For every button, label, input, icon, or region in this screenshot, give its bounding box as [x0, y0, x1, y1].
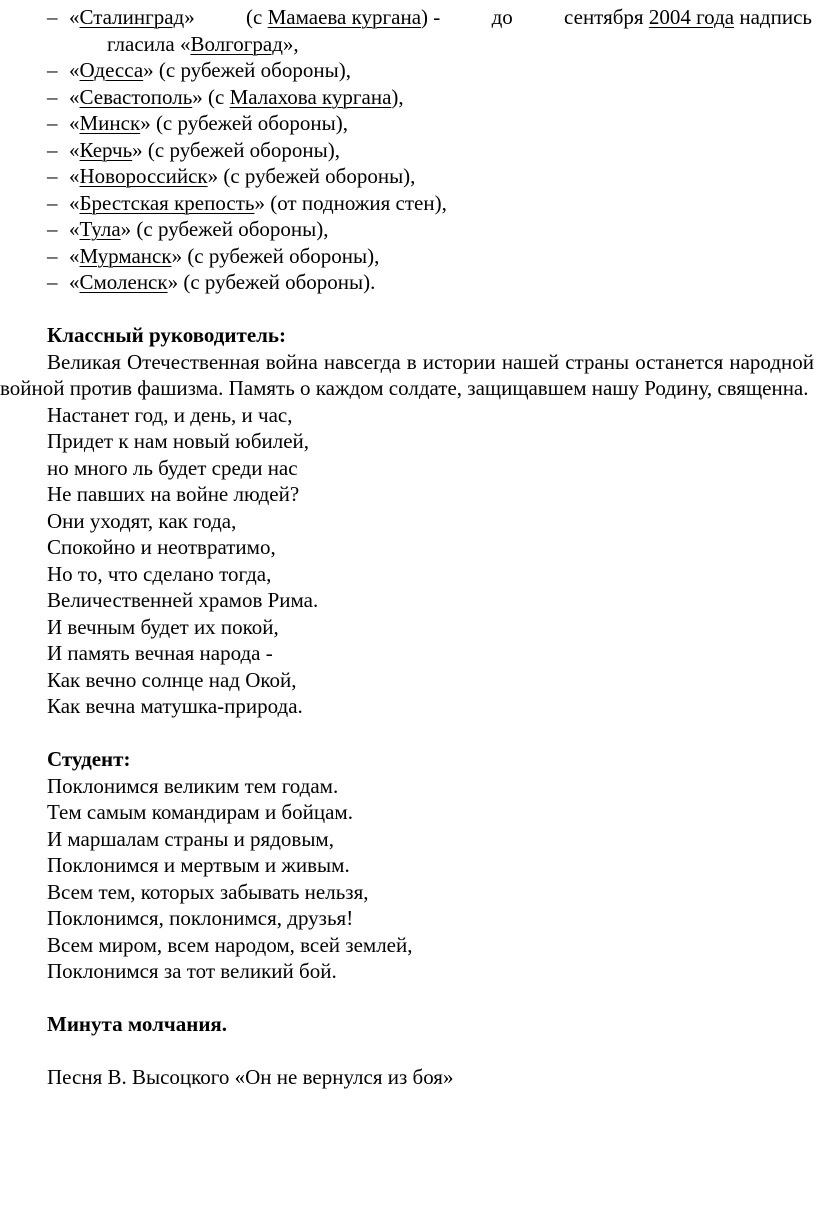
city-link-minsk[interactable]: Минск [79, 111, 141, 135]
text-segment: » (с рубежей обороны). [167, 270, 376, 294]
list-dash: – [47, 270, 58, 294]
word-text: надпись [739, 5, 812, 29]
list-item [0, 137, 816, 164]
list-dash: – [47, 58, 58, 82]
city-link-kerch[interactable]: Керчь [79, 137, 133, 162]
document-page [0, 4, 816, 1091]
verse-line: Всем миром, всем народом, всей землей, [47, 932, 413, 957]
list-dash: – [47, 111, 58, 135]
list-item-first-line [69, 4, 812, 31]
quote-open: « [69, 164, 80, 188]
verse-line: Настанет год, и день, и час, [47, 402, 293, 427]
text-segment: гласила « [107, 31, 191, 56]
blank-line [0, 985, 816, 1012]
list-item-segment [69, 4, 195, 31]
list-dash: – [47, 5, 58, 29]
city-link-odessa[interactable]: Одесса [79, 58, 144, 82]
verse-line: Поклонимся и мертвым и живым. [47, 853, 350, 877]
list-item-segment [246, 4, 440, 31]
verse-line: Поклонимся, поклонимся, друзья! [47, 906, 354, 930]
student-heading: Студент: [47, 747, 131, 771]
text-segment: » (от подножия стен), [254, 190, 447, 215]
list-item [0, 84, 816, 111]
list-item [0, 110, 816, 137]
word-text: до [491, 5, 513, 29]
verse-line: Как вечна матушка-природа. [47, 694, 303, 718]
city-link-tula[interactable]: Тула [79, 217, 121, 241]
quote-open: « [69, 111, 80, 135]
blank-line [0, 296, 816, 323]
verse-line: Тем самым командирам и бойцам. [47, 800, 353, 824]
song-line: Песня В. Высоцкого «Он не вернулся из боя» [47, 1065, 454, 1089]
verse-line: Не павших на войне людей? [47, 482, 300, 506]
quote-open: « [69, 243, 80, 268]
list-item [0, 269, 816, 296]
verse-line: Но то, что сделано тогда, [47, 561, 272, 586]
quote-open: « [69, 58, 80, 82]
list-dash: – [47, 243, 58, 268]
list-item [0, 216, 816, 243]
text-segment: » (с рубежей обороны), [171, 243, 380, 268]
link-2004-year[interactable]: 2004 года [648, 5, 735, 29]
text-segment: ), [391, 84, 404, 109]
text-segment: » (с рубежей обороны), [132, 137, 340, 162]
text-segment: » (с [192, 84, 230, 109]
verse-line: И маршалам страны и рядовым, [47, 826, 334, 851]
link-malakhov-kurgan[interactable]: Малахова кургана [229, 84, 392, 109]
list-dash: – [47, 190, 58, 215]
list-item [0, 243, 816, 270]
hero-city-list [0, 4, 816, 296]
list-item-segment [564, 4, 812, 31]
quote-open: « [69, 190, 80, 215]
verse-line: Всем тем, которых забывать нельзя, [47, 879, 369, 904]
text-segment: » (с рубежей обороны), [120, 217, 329, 241]
city-link-sevastopol[interactable]: Севастополь [79, 84, 193, 109]
list-item-continuation [0, 31, 812, 58]
quote-open: « [69, 137, 80, 162]
verse-line: И память вечная народа - [47, 641, 273, 665]
quote-open: « [69, 217, 80, 241]
link-mamaev-kurgan[interactable]: Мамаева кургана [267, 5, 422, 29]
verse-line: Они уходят, как года, [47, 508, 237, 533]
teacher-heading: Классный руководитель: [47, 323, 287, 347]
list-dash: – [47, 217, 58, 241]
list-dash: – [47, 164, 58, 188]
quote-open: « [69, 270, 80, 294]
blank-line [0, 1038, 816, 1065]
quote-close: » [184, 5, 195, 29]
text-segment: » (с рубежей обороны), [143, 58, 351, 82]
student-verse [0, 773, 816, 985]
list-dash: – [47, 84, 58, 109]
verse-line: Величественней храмов Рима. [47, 588, 319, 612]
city-link-novorossiysk[interactable]: Новороссийск [79, 164, 208, 188]
quote-open: « [69, 84, 80, 109]
city-link-volgograd[interactable]: Волгоград [190, 31, 283, 56]
list-dash: – [47, 137, 58, 162]
city-link-smolensk[interactable]: Смоленск [79, 270, 168, 294]
verse-line: Придет к нам новый юбилей, [47, 429, 310, 453]
quote-open: « [69, 5, 80, 29]
verse-line: Спокойно и неотвратимо, [47, 535, 276, 559]
list-item [0, 4, 816, 57]
verse-line: но много ль будет среди нас [47, 455, 298, 480]
paren-text: ) - [421, 5, 441, 29]
silence-heading: Минута молчания. [47, 1012, 228, 1036]
word-text: сентября [564, 5, 644, 29]
list-item [0, 57, 816, 84]
city-link-stalingrad[interactable]: Сталинград [79, 5, 185, 29]
city-link-murmansk[interactable]: Мурманск [79, 243, 172, 268]
list-item [0, 190, 816, 217]
text-segment: » (с рубежей обороны), [207, 164, 416, 188]
verse-line: Поклонимся за тот великий бой. [47, 959, 337, 983]
text-segment: », [282, 31, 299, 56]
city-link-brest-fortress[interactable]: Брестская крепость [79, 190, 255, 215]
verse-line: Как вечно солнце над Окой, [47, 667, 297, 692]
teacher-paragraph: Великая Отечественная война навсегда в истории нашей страны останется народной войной против фашизма. Память о каждом солдате, защищавшем нашу Родину, священна. [0, 349, 814, 400]
blank-line [0, 720, 816, 747]
text-segment: » (с рубежей обороны), [140, 111, 348, 135]
teacher-verse [0, 402, 816, 720]
verse-line: И вечным будет их покой, [47, 614, 279, 639]
list-item [0, 163, 816, 190]
paren-text: (с [246, 5, 263, 29]
verse-line: Поклонимся великим тем годам. [47, 773, 339, 798]
